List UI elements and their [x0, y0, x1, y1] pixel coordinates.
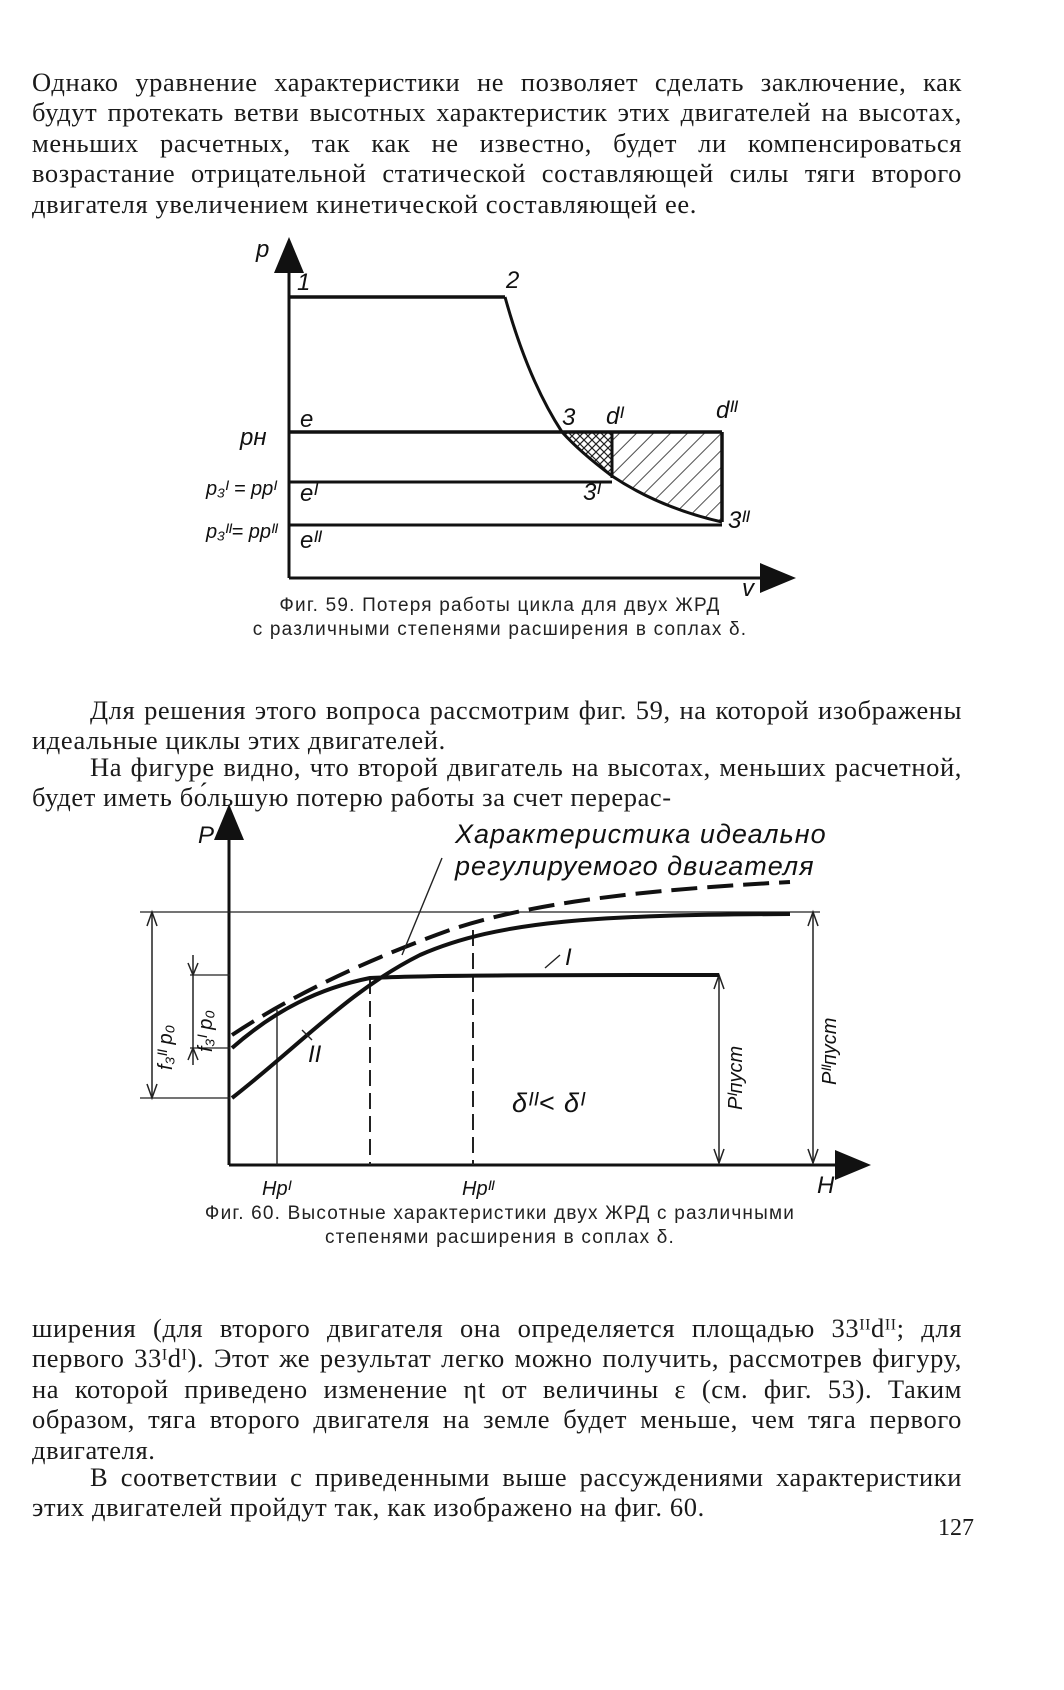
fig59-label-pH: pн	[240, 424, 267, 451]
paragraph-2: Для решения этого вопроса рассмотрим фиг. 59, на которой изображены идеальные циклы этих двигателей.	[32, 694, 962, 755]
fig59-point-3: 3	[562, 404, 576, 431]
fig60-ideal-label-line-2: регулируемого двигателя	[455, 851, 815, 881]
fig60-caption-line-2: степенями расширения в соплах δ.	[324, 1227, 676, 1248]
fig60-curve-II-label: II	[308, 1041, 322, 1068]
paragraph-4: ширения (для второго двигателя она определяется площадью 33ᴵᴵdᴵᴵ; для первого 33ᴵdᴵ). Этот же результат легко можно получить, рассмотрев фигуру, на которой приведено изменение ηt от величины ε (см. фиг. 53). Таким образом, тяга второго двигателя на земле будет меньше, чем тяга первого двигателя.	[32, 1312, 962, 1465]
fig60-leader-I	[545, 955, 560, 968]
fig59-point-3II: 3ᴵᴵ	[728, 507, 750, 534]
fig59-caption-line-1: Фиг. 59. Потеря работы цикла для двух ЖРД	[279, 595, 721, 616]
fig60-curve-I-label: I	[565, 944, 572, 971]
fig60-tick-HpII: Hpᴵᴵ	[462, 1178, 494, 1200]
fig59-point-3I: 3ᴵ	[583, 479, 601, 506]
fig60-leader-ideal	[402, 858, 442, 955]
fig60-axis-y-label: P	[198, 822, 215, 849]
fig60-caption	[110, 1202, 890, 1250]
fig59-caption-line-2: с различными степенями расширения в соплах δ.	[252, 619, 748, 640]
fig59-point-eI: eᴵ	[300, 480, 318, 507]
fig59-label-p3I: p₃ᴵ = pрᴵ	[206, 478, 277, 500]
paragraph-3: На фигуре видно, что второй двигатель на высотах, меньших расчетной, будет иметь бо́льшую потерю работы за счет перерас-	[32, 751, 962, 812]
fig59-point-dI: dᴵ	[606, 403, 624, 430]
fig59-point-eII: eᴵᴵ	[300, 527, 322, 554]
paragraph-1: Однако уравнение характеристики не позволяет сделать заключение, как будут протекать ветви высотных характеристик этих двигателей на высотах, меньших расчетных, так как не известно, будет ли компенсироваться возрастание отрицательной статической составляющей силы тяги второго двигателя увеличением кинетической составляющей ее.	[32, 66, 962, 219]
fig59-point-1: 1	[297, 269, 311, 296]
fig60-tick-HpI: Hpᴵ	[262, 1178, 291, 1200]
paragraph-5: В соответствии с приведенными выше рассуждениями характеристики этих двигателей пройдут так, как изображено на фиг. 60.	[32, 1461, 962, 1522]
page-number: 127	[938, 1515, 974, 1541]
fig60-label-f3I-p0: f₃ᴵ p₀	[195, 1010, 217, 1052]
fig60-curve-II	[232, 914, 790, 1098]
fig59-axis-y-label: p	[256, 236, 270, 263]
fig60-label-PI-empty: Pᴵпуст	[725, 1045, 747, 1110]
fig60-label-PII-empty: Pᴵᴵпуст	[819, 1017, 841, 1085]
fig59-point-e: e	[300, 406, 314, 433]
fig60-ideal-label-line-1: Характеристика идеально	[455, 819, 827, 849]
fig59-label-p3II: p₃ᴵᴵ= pрᴵᴵ	[206, 521, 278, 543]
fig60-ideal-curve	[232, 882, 790, 1035]
fig60-axis-x-label: H	[817, 1172, 835, 1199]
fig60-caption-line-1: Фиг. 60. Высотные характеристики двух ЖРД с различными	[204, 1203, 796, 1224]
fig60-relation-label: δᴵᴵ< δᴵ	[512, 1088, 586, 1118]
fig59-point-2: 2	[506, 267, 520, 294]
fig60-label-f3II-p0: f₃ᴵᴵ p₀	[155, 1024, 177, 1070]
fig59-point-dII: dᴵᴵ	[716, 397, 738, 424]
fig59-axis-x-label: v	[742, 575, 754, 602]
